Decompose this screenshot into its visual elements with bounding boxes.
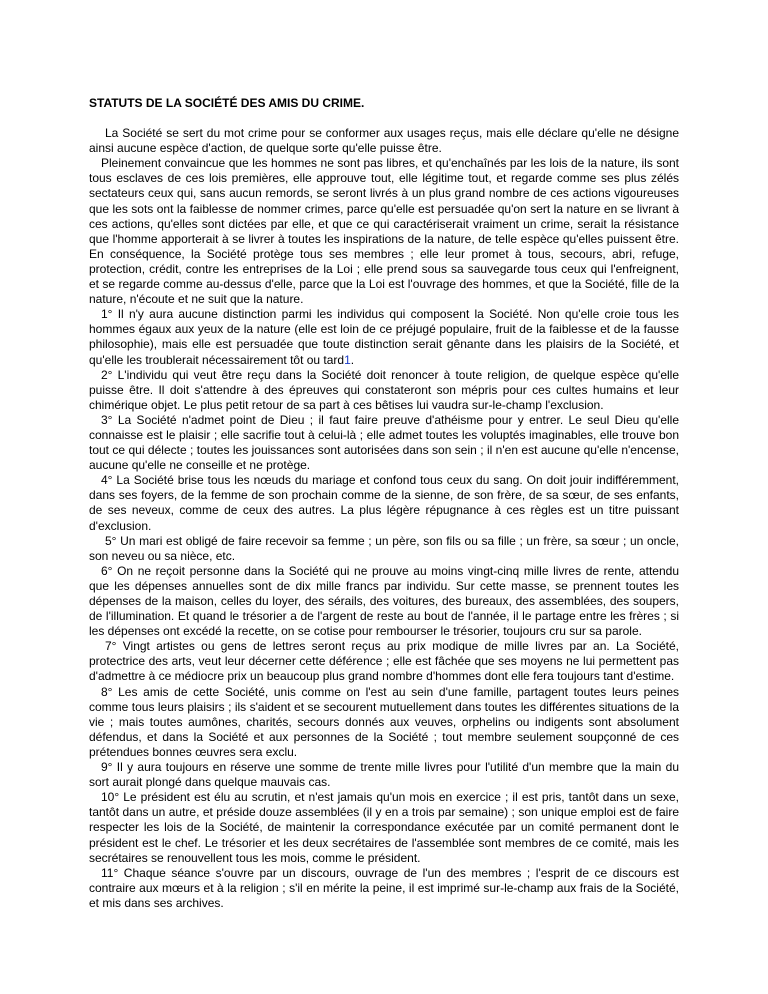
- preamble-paragraph: Pleinement convaincue que les hommes ne sont pas libres, et qu'enchaînés par les lois de la nature, ils sont tous esclaves de ces lois premières, elle approuve tout, elle légitime tout, et regarde comme ses plus zélés sectateurs ceux qui, sans aucun remords, se seront livrés à un plus grand nombre de ces actions vigoureuses que les sots ont la faiblesse de nommer crimes, parce qu'elle est persuadée qu'on sert la nature en se livrant à ces actions, qu'elles sont dictées par elle, et que ce qui caractériserait vraiment un crime, serait la résistance que l'homme apporterait à se livrer à toutes les inspirations de la nature, de telle espèce qu'elles puissent être. En conséquence, la Société protège tous ses membres ; elle leur promet à tous, secours, abri, refuge, protection, crédit, contre les entreprises de la Loi ; elle prend sous sa sauvegarde tous ceux qui l'enfreignent, et se regarde comme au-dessus d'elle, parce que la Loi est l'ouvrage des hommes, et que la Société, fille de la nature, n'écoute et ne suit que la nature.: [89, 156, 679, 307]
- article-10: 10° Le président est élu au scrutin, et n'est jamais qu'un mois en exercice ; il est pris, tantôt dans un sexe, tantôt dans un autre, et préside douze assemblées (il y en a trois par semaine) ; son unique emploi est de faire respecter les lois de la Société, de maintenir la correspondance exécutée par un comité permanent dont le président est le chef. Le trésorier et les deux secrétaires de l'assemblée sont membres de ce comité, mais les secrétaires se renouvellent tous les mois, comme le président.: [89, 790, 679, 865]
- article-7: 7° Vingt artistes ou gens de lettres seront reçus au prix modique de mille livres par an. La Société, protectrice des arts, veut leur décerner cette déférence ; elle est fâchée que ses moyens ne lui permettent pas d'admettre à ce médiocre prix un beaucoup plus grand nombre d'hommes dont elle fera toujours tant d'estime.: [89, 639, 679, 684]
- article-11: 11° Chaque séance s'ouvre par un discours, ouvrage de l'un des membres ; l'esprit de ce discours est contraire aux mœurs et à la religion ; s'il en mérite la peine, il est imprimé sur-le-champ aux frais de la Société, et mis dans ses archives.: [89, 865, 679, 910]
- article-6: 6° On ne reçoit personne dans la Société qui ne prouve au moins vingt-cinq mille livres de rente, attendu que les dépenses annuelles sont de dix mille francs par individu. Sur cette masse, se prennent toutes les dépenses de la maison, celles du loyer, des sérails, des voitures, des bureaux, des assemblées, des soupers, de l'illumination. Et quand le trésorier a de l'argent de reste au bout de l'année, il le partage entre les frères ; si les dépenses ont excédé la recette, on se cotise pour rembourser le trésorier, toujours cru sur sa parole.: [89, 563, 679, 639]
- article-2: 2° L'individu qui veut être reçu dans la Société doit renoncer à toute religion, de quelque espèce qu'elle puisse être. Il doit s'attendre à des épreuves qui constateront son mépris pour ces cultes humains et leur chimérique objet. Le plus petit retour de sa part à ces bêtises lui vaudra sur-le-champ l'exclusion.: [89, 367, 679, 412]
- document-body: [89, 96, 679, 911]
- article-1: [89, 307, 679, 367]
- article-9: 9° Il y aura toujours en réserve une somme de trente mille livres pour l'utilité d'un membre que la main du sort aurait plongé dans quelque mauvais cas.: [89, 760, 679, 790]
- article-1-text: 1° Il n'y aura aucune distinction parmi les individus qui composent la Société. Non qu'elle croie tous les hommes égaux aux yeux de la nature (elle est loin de ce préjugé populaire, fruit de la faiblesse et de la fausse philosophie), mais elle est persuadée que toute distinction serait gênante dans les plaisirs de la Société, et qu'elle les troublerait nécessairement tôt ou tard: [89, 307, 679, 367]
- intro-paragraph: La Société se sert du mot crime pour se conformer aux usages reçus, mais elle déclare qu'elle ne désigne ainsi aucune espèce d'action, de quelque sorte qu'elle puisse être.: [89, 126, 679, 156]
- article-8: 8° Les amis de cette Société, unis comme on l'est au sein d'une famille, partagent toutes leurs peines comme tous leurs plaisirs ; ils s'aident et se secourent mutuellement dans toutes les différentes situations de la vie ; mais toutes aumônes, charités, secours donnés aux veuves, orphelins ou indigents sont absolument défendus, et dans la Société et aux personnes de la Société ; tout membre seulement soupçonné de ces prétendues bonnes œuvres sera exclu.: [89, 684, 679, 759]
- article-3: 3° La Société n'admet point de Dieu ; il faut faire preuve d'athéisme pour y entrer. Le seul Dieu qu'elle connaisse est le plaisir ; elle sacrifie tout à celui-là ; elle admet toutes les voluptés imaginables, elle trouve bon tout ce qui délecte ; toutes les jouissances sont autorisées dans son sein ; il n'en est aucune qu'elle n'encense, aucune qu'elle ne conseille et ne protège.: [89, 412, 679, 473]
- document-title: STATUTS DE LA SOCIÉTÉ DES AMIS DU CRIME.: [89, 96, 365, 110]
- article-1-end: .: [350, 352, 355, 367]
- article-4: 4° La Société brise tous les nœuds du mariage et confond tous ceux du sang. On doit jouir indifféremment, dans ses foyers, de la femme de son prochain comme de la sienne, de son frère, de sa sœur, de ses enfants, de ses neveux, comme de ceux des autres. La plus légère répugnance à ces règles est un titre puissant d'exclusion.: [89, 473, 679, 533]
- footnote-link[interactable]: 1: [344, 352, 351, 367]
- article-5: 5° Un mari est obligé de faire recevoir sa femme ; un père, son fils ou sa fille ; un frère, sa sœur ; un oncle, son neveu ou sa nièce, etc.: [89, 533, 679, 563]
